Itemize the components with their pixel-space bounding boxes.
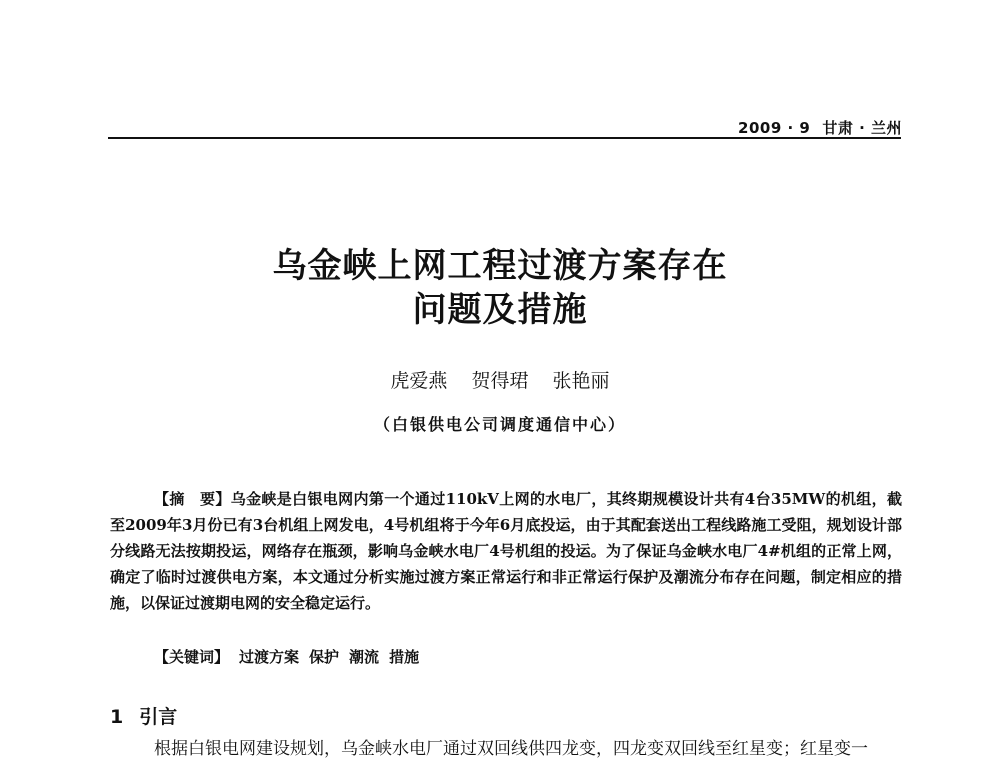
header-rule xyxy=(108,137,901,139)
keyword: 措施 xyxy=(389,648,420,666)
journal-header xyxy=(738,117,902,138)
abstract-text: 乌金峡是白银电网内第一个通过110kV上网的水电厂，其终期规模设计共有4台35MW的机组，截至2009年3月份已有3台机组上网发电，4号机组将于今年6月底投运，由于其配套送出工程线路施工受阻，规划设计部分线路无法按期投运，网络存在瓶颈，影响乌金峡水电厂4号机组的投运。为了保证乌金峡水电厂4#机组的正常上网，确定了临时过渡供电方案，本文通过分析实施过渡方案正常运行和非正常运行保护及潮流分布存在问题，制定相应的措施，以保证过渡期电网的安全稳定运行。 xyxy=(110,490,902,612)
keywords xyxy=(154,646,419,667)
author: 贺得珺 xyxy=(471,370,529,392)
abstract-label: 【摘 要】 xyxy=(154,490,231,508)
keyword: 保护 xyxy=(309,648,340,666)
paper-title-line-1: 乌金峡上网工程过渡方案存在 xyxy=(272,246,728,286)
section-number: 1 xyxy=(110,706,124,728)
issue-date: 2009 · 9 xyxy=(738,119,811,137)
author-list xyxy=(0,366,1000,393)
keywords-label: 【关键词】 xyxy=(154,648,230,666)
section-heading xyxy=(110,702,177,729)
paper-title-line-2: 问题及措施 xyxy=(412,290,588,330)
abstract xyxy=(110,486,902,616)
author: 虎爱燕 xyxy=(390,370,448,392)
section-title: 引言 xyxy=(139,706,178,728)
author: 张艳丽 xyxy=(552,370,610,392)
keyword: 过渡方案 xyxy=(239,648,300,666)
conference-location: 甘肃 · 兰州 xyxy=(822,119,902,137)
keyword: 潮流 xyxy=(349,648,380,666)
affiliation: （白银供电公司调度通信中心） xyxy=(373,415,626,434)
body-paragraph: 根据白银电网建设规划，乌金峡水电厂通过双回线供四龙变，四龙变双回线至红星变；红星变一 xyxy=(154,739,868,759)
